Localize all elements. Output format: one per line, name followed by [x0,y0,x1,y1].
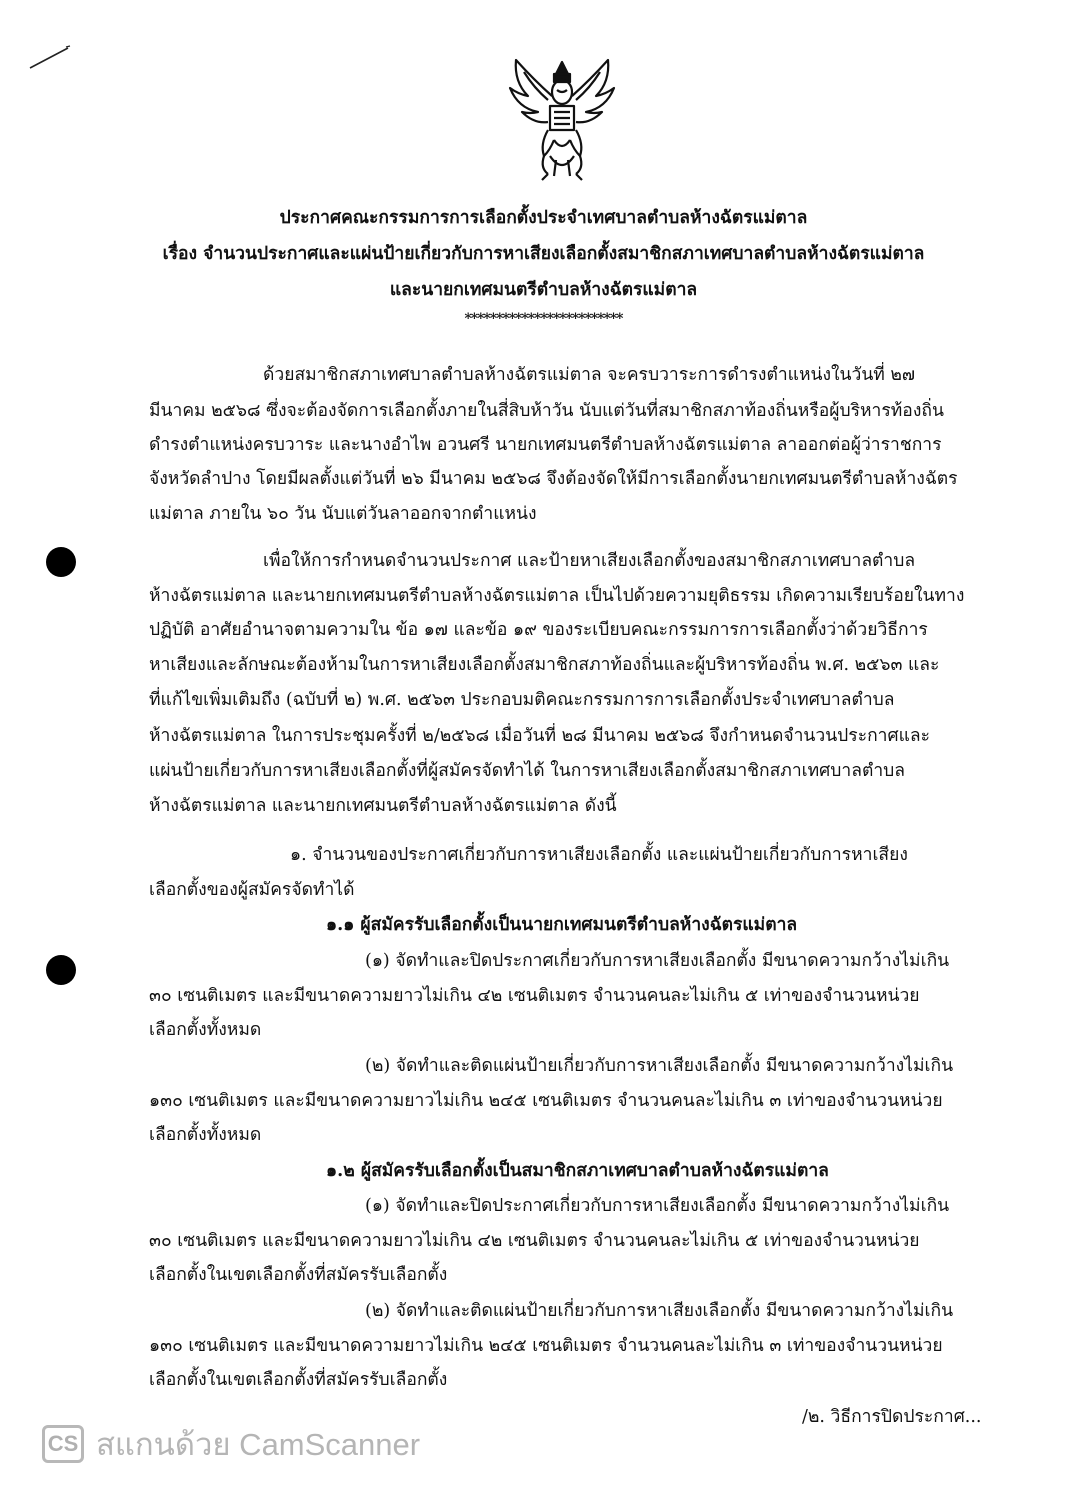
item-line: ๓๐ เซนติเมตร และมีขนาดความยาวไม่เกิน ๔๒ เซนติเมตร จำนวนคนละไม่เกิน ๕ เท่าของจำนวนหน่วย [149,1231,920,1251]
camscanner-watermark [42,1422,420,1466]
item-line: เลือกตั้งของผู้สมัครจัดทำได้ [149,880,355,900]
punch-hole-icon [46,955,76,985]
subject-line: เรื่อง จำนวนประกาศและแผ่นป้ายเกี่ยวกับการหาเสียงเลือกตั้งสมาชิกสภาเทศบาลตำบลห้างฉัตรแม่ตาล [162,244,925,264]
item-line: เลือกตั้งในเขตเลือกตั้งที่สมัครรับเลือกตั้ง [149,1265,448,1285]
document-title: ประกาศคณะกรรมการการเลือกตั้งประจำเทศบาลตำบลห้างฉัตรแม่ตาล [279,208,808,228]
garuda-emblem-icon [504,52,620,182]
pen-mark-icon [28,44,72,70]
item-line: ๑. จำนวนของประกาศเกี่ยวกับการหาเสียงเลือกตั้ง และแผ่นป้ายเกี่ยวกับการหาเสียง [290,845,908,865]
paragraph-line: เพื่อให้การกำหนดจำนวนประกาศ และป้ายหาเสียงเลือกตั้งของสมาชิกสภาเทศบาลตำบล [263,551,916,571]
item-line: (๑) จัดทำและปิดประกาศเกี่ยวกับการหาเสียงเลือกตั้ง มีขนาดความกว้างไม่เกิน [365,1196,950,1216]
paragraph-line: ปฏิบัติ อาศัยอำนาจตามความใน ข้อ ๑๗ และข้อ ๑๙ ของระเบียบคณะกรรมการการเลือกตั้งว่าด้วยวิธีการ [149,620,928,640]
section-heading: ๑.๒ ผู้สมัครรับเลือกตั้งเป็นสมาชิกสภาเทศบาลตำบลห้างฉัตรแม่ตาล [326,1161,829,1181]
item-line: เลือกตั้งทั้งหมด [149,1020,262,1040]
paragraph-line: มีนาคม ๒๕๖๘ ซึ่งจะต้องจัดการเลือกตั้งภายในสี่สิบห้าวัน นับแต่วันที่สมาชิกสภาท้องถิ่นหรือผู้บริหารท้องถิ่น [149,401,944,421]
page-continuation: /๒. วิธีการปิดประกาศ... [802,1407,982,1427]
camscanner-text: สแกนด้วย CamScanner [96,1427,421,1462]
paragraph-line: ที่แก้ไขเพิ่มเติมถึง (ฉบับที่ ๒) พ.ศ. ๒๕๖๓ ประกอบมติคณะกรรมการการเลือกตั้งประจำเทศบาลตำบล [149,690,895,710]
paragraph-line: ห้างฉัตรแม่ตาล และนายกเทศมนตรีตำบลห้างฉัตรแม่ตาล ดังนี้ [149,796,617,816]
item-line: (๒) จัดทำและติดแผ่นป้ายเกี่ยวกับการหาเสียงเลือกตั้ง มีขนาดความกว้างไม่เกิน [365,1301,954,1321]
item-line: (๒) จัดทำและติดแผ่นป้ายเกี่ยวกับการหาเสียงเลือกตั้ง มีขนาดความกว้างไม่เกิน [365,1056,954,1076]
paragraph-line: ด้วยสมาชิกสภาเทศบาลตำบลห้างฉัตรแม่ตาล จะครบวาระการดำรงตำแหน่งในวันที่ ๒๗ [263,365,916,385]
subject-line-continued: และนายกเทศมนตรีตำบลห้างฉัตรแม่ตาล [389,280,698,300]
camscanner-logo-icon: CS [42,1425,84,1463]
paragraph-line: แม่ตาล ภายใน ๖๐ วัน นับแต่วันลาออกจากตำแหน่ง [149,504,537,524]
paragraph-line: แผ่นป้ายเกี่ยวกับการหาเสียงเลือกตั้งที่ผู้สมัครจัดทำได้ ในการหาเสียงเลือกตั้งสมาชิกสภาเทศบาลตำบล [149,761,905,781]
item-line: เลือกตั้งทั้งหมด [149,1125,262,1145]
item-line: ๑๓๐ เซนติเมตร และมีขนาดความยาวไม่เกิน ๒๔๕ เซนติเมตร จำนวนคนละไม่เกิน ๓ เท่าของจำนวนหน่วย [149,1091,943,1111]
section-heading: ๑.๑ ผู้สมัครรับเลือกตั้งเป็นนายกเทศมนตรีตำบลห้างฉัตรแม่ตาล [326,915,798,935]
paragraph-line: ห้างฉัตรแม่ตาล ในการประชุมครั้งที่ ๒/๒๕๖๘ เมื่อวันที่ ๒๘ มีนาคม ๒๕๖๘ จึงกำหนดจำนวนประกาศและ [149,726,931,746]
item-line: เลือกตั้งในเขตเลือกตั้งที่สมัครรับเลือกตั้ง [149,1370,448,1390]
item-line: ๑๓๐ เซนติเมตร และมีขนาดความยาวไม่เกิน ๒๔๕ เซนติเมตร จำนวนคนละไม่เกิน ๓ เท่าของจำนวนหน่วย [149,1336,943,1356]
paragraph-line: ห้างฉัตรแม่ตาล และนายกเทศมนตรีตำบลห้างฉัตรแม่ตาล เป็นไปด้วยความยุติธรรม เกิดความเรียบร้อยในทาง [149,586,965,606]
paragraph-line: หาเสียงและลักษณะต้องห้ามในการหาเสียงเลือกตั้งสมาชิกสภาท้องถิ่นและผู้บริหารท้องถิ่น พ.ศ. ๒๕๖๓ และ [149,655,940,675]
paragraph-line: ดำรงตำแหน่งครบวาระ และนางอำไพ อวนศรี นายกเทศมนตรีตำบลห้างฉัตรแม่ตาล ลาออกต่อผู้ว่าราชการ [149,435,942,455]
separator: ************************* [464,311,623,327]
punch-hole-icon [46,547,76,577]
item-line: ๓๐ เซนติเมตร และมีขนาดความยาวไม่เกิน ๔๒ เซนติเมตร จำนวนคนละไม่เกิน ๕ เท่าของจำนวนหน่วย [149,986,920,1006]
paragraph-line: จังหวัดลำปาง โดยมีผลตั้งแต่วันที่ ๒๖ มีนาคม ๒๕๖๘ จึงต้องจัดให้มีการเลือกตั้งนายกเทศมนตรีตำบลห้างฉัตร [149,469,958,489]
item-line: (๑) จัดทำและปิดประกาศเกี่ยวกับการหาเสียงเลือกตั้ง มีขนาดความกว้างไม่เกิน [365,951,950,971]
